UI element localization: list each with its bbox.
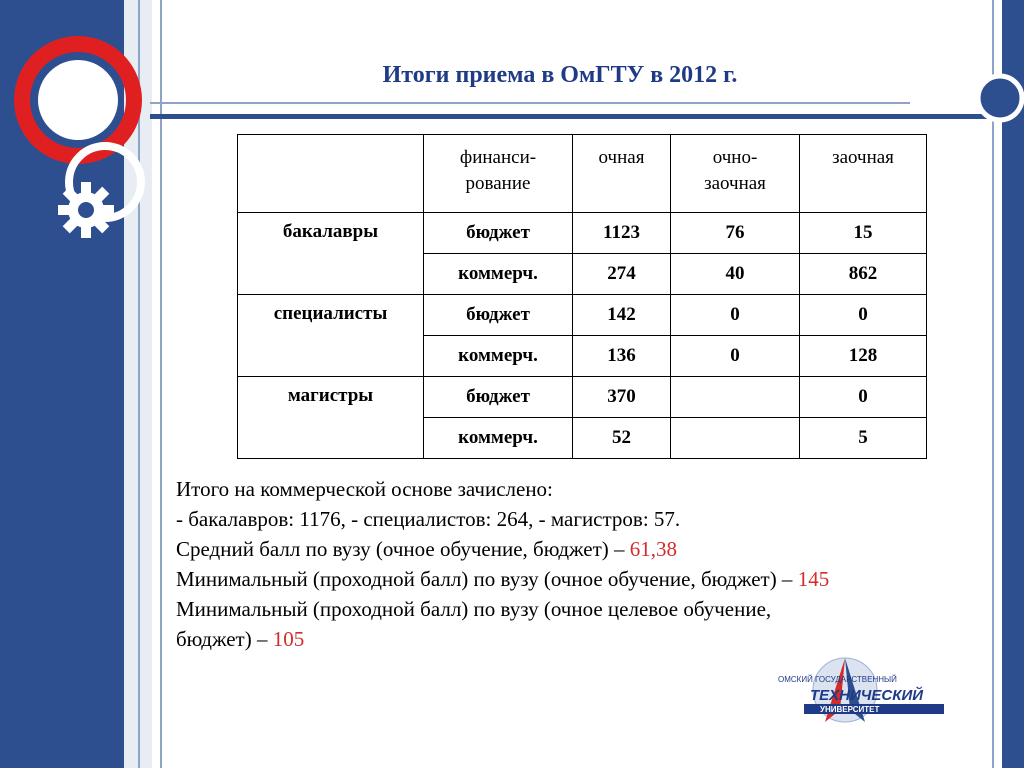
value-cell: [671, 377, 800, 418]
average-score-value: 61,38: [629, 537, 677, 561]
group-cell: бакалавры: [238, 213, 424, 295]
financing-cell: коммерч.: [424, 418, 573, 459]
header-text: заочная: [704, 172, 766, 194]
logo-main-text: ТЕХНИЧЕСКИЙ: [810, 687, 924, 704]
header-cell-financing: [424, 135, 573, 213]
page-title: Итоги приема в ОмГТУ в 2012 г.: [382, 62, 738, 88]
header-text: очная: [598, 147, 645, 168]
financing-cell: бюджет: [424, 295, 573, 336]
summary-text-block: [176, 474, 1006, 654]
value-cell: 0: [671, 295, 800, 336]
admission-results-table: [237, 134, 927, 459]
header-text: очно-: [712, 147, 758, 168]
table-row: [238, 295, 927, 336]
value-cell: 15: [800, 213, 927, 254]
value-cell: 862: [800, 254, 927, 295]
value-cell: 76: [671, 213, 800, 254]
table-row: [238, 377, 927, 418]
logo-top-text: ОМСКИЙ ГОСУДАРСТВЕННЫЙ: [778, 675, 897, 684]
group-cell: магистры: [238, 377, 424, 459]
value-cell: 274: [573, 254, 671, 295]
header-cell-empty: [238, 135, 424, 213]
value-cell: 136: [573, 336, 671, 377]
summary-text: бюджет) –: [176, 627, 273, 651]
value-cell: 0: [800, 377, 927, 418]
university-logo: [770, 650, 950, 730]
header-cell-extramural: [800, 135, 927, 213]
summary-line: Итого на коммерческой основе зачислено:: [176, 477, 553, 501]
summary-line: [176, 534, 1006, 564]
value-cell: 142: [573, 295, 671, 336]
value-cell: 1123: [573, 213, 671, 254]
value-cell: 5: [800, 418, 927, 459]
value-cell: 0: [800, 295, 927, 336]
financing-cell: бюджет: [424, 213, 573, 254]
logo-bottom-text: УНИВЕРСИТЕТ: [820, 705, 880, 714]
summary-line: Минимальный (проходной балл) по вузу (очное целевое обучение,: [176, 597, 772, 621]
value-cell: 370: [573, 377, 671, 418]
min-target-score-value: 105: [272, 627, 305, 651]
financing-cell: коммерч.: [424, 254, 573, 295]
header-cell-full-time: [573, 135, 671, 213]
table-row: [238, 213, 927, 254]
summary-text: Средний балл по вузу (очное обучение, бюджет) –: [176, 537, 630, 561]
financing-cell: бюджет: [424, 377, 573, 418]
header-text: рование: [465, 172, 531, 194]
value-cell: 0: [671, 336, 800, 377]
min-score-value: 145: [797, 567, 830, 591]
table-header-row: [238, 135, 927, 213]
summary-text: Минимальный (проходной балл) по вузу (очное обучение, бюджет) –: [176, 567, 798, 591]
header-text: заочная: [832, 147, 894, 168]
value-cell: 40: [671, 254, 800, 295]
financing-cell: коммерч.: [424, 336, 573, 377]
header-cell-part-time: [671, 135, 800, 213]
value-cell: 52: [573, 418, 671, 459]
summary-line: - бакалавров: 1176, - специалистов: 264, - магистров: 57.: [176, 507, 681, 531]
gear-icon: [58, 182, 114, 238]
value-cell: 128: [800, 336, 927, 377]
group-cell: специалисты: [238, 295, 424, 377]
right-ring-icon: [978, 76, 1022, 120]
summary-line: [176, 564, 1006, 594]
value-cell: [671, 418, 800, 459]
header-text: финанси-: [459, 147, 537, 168]
